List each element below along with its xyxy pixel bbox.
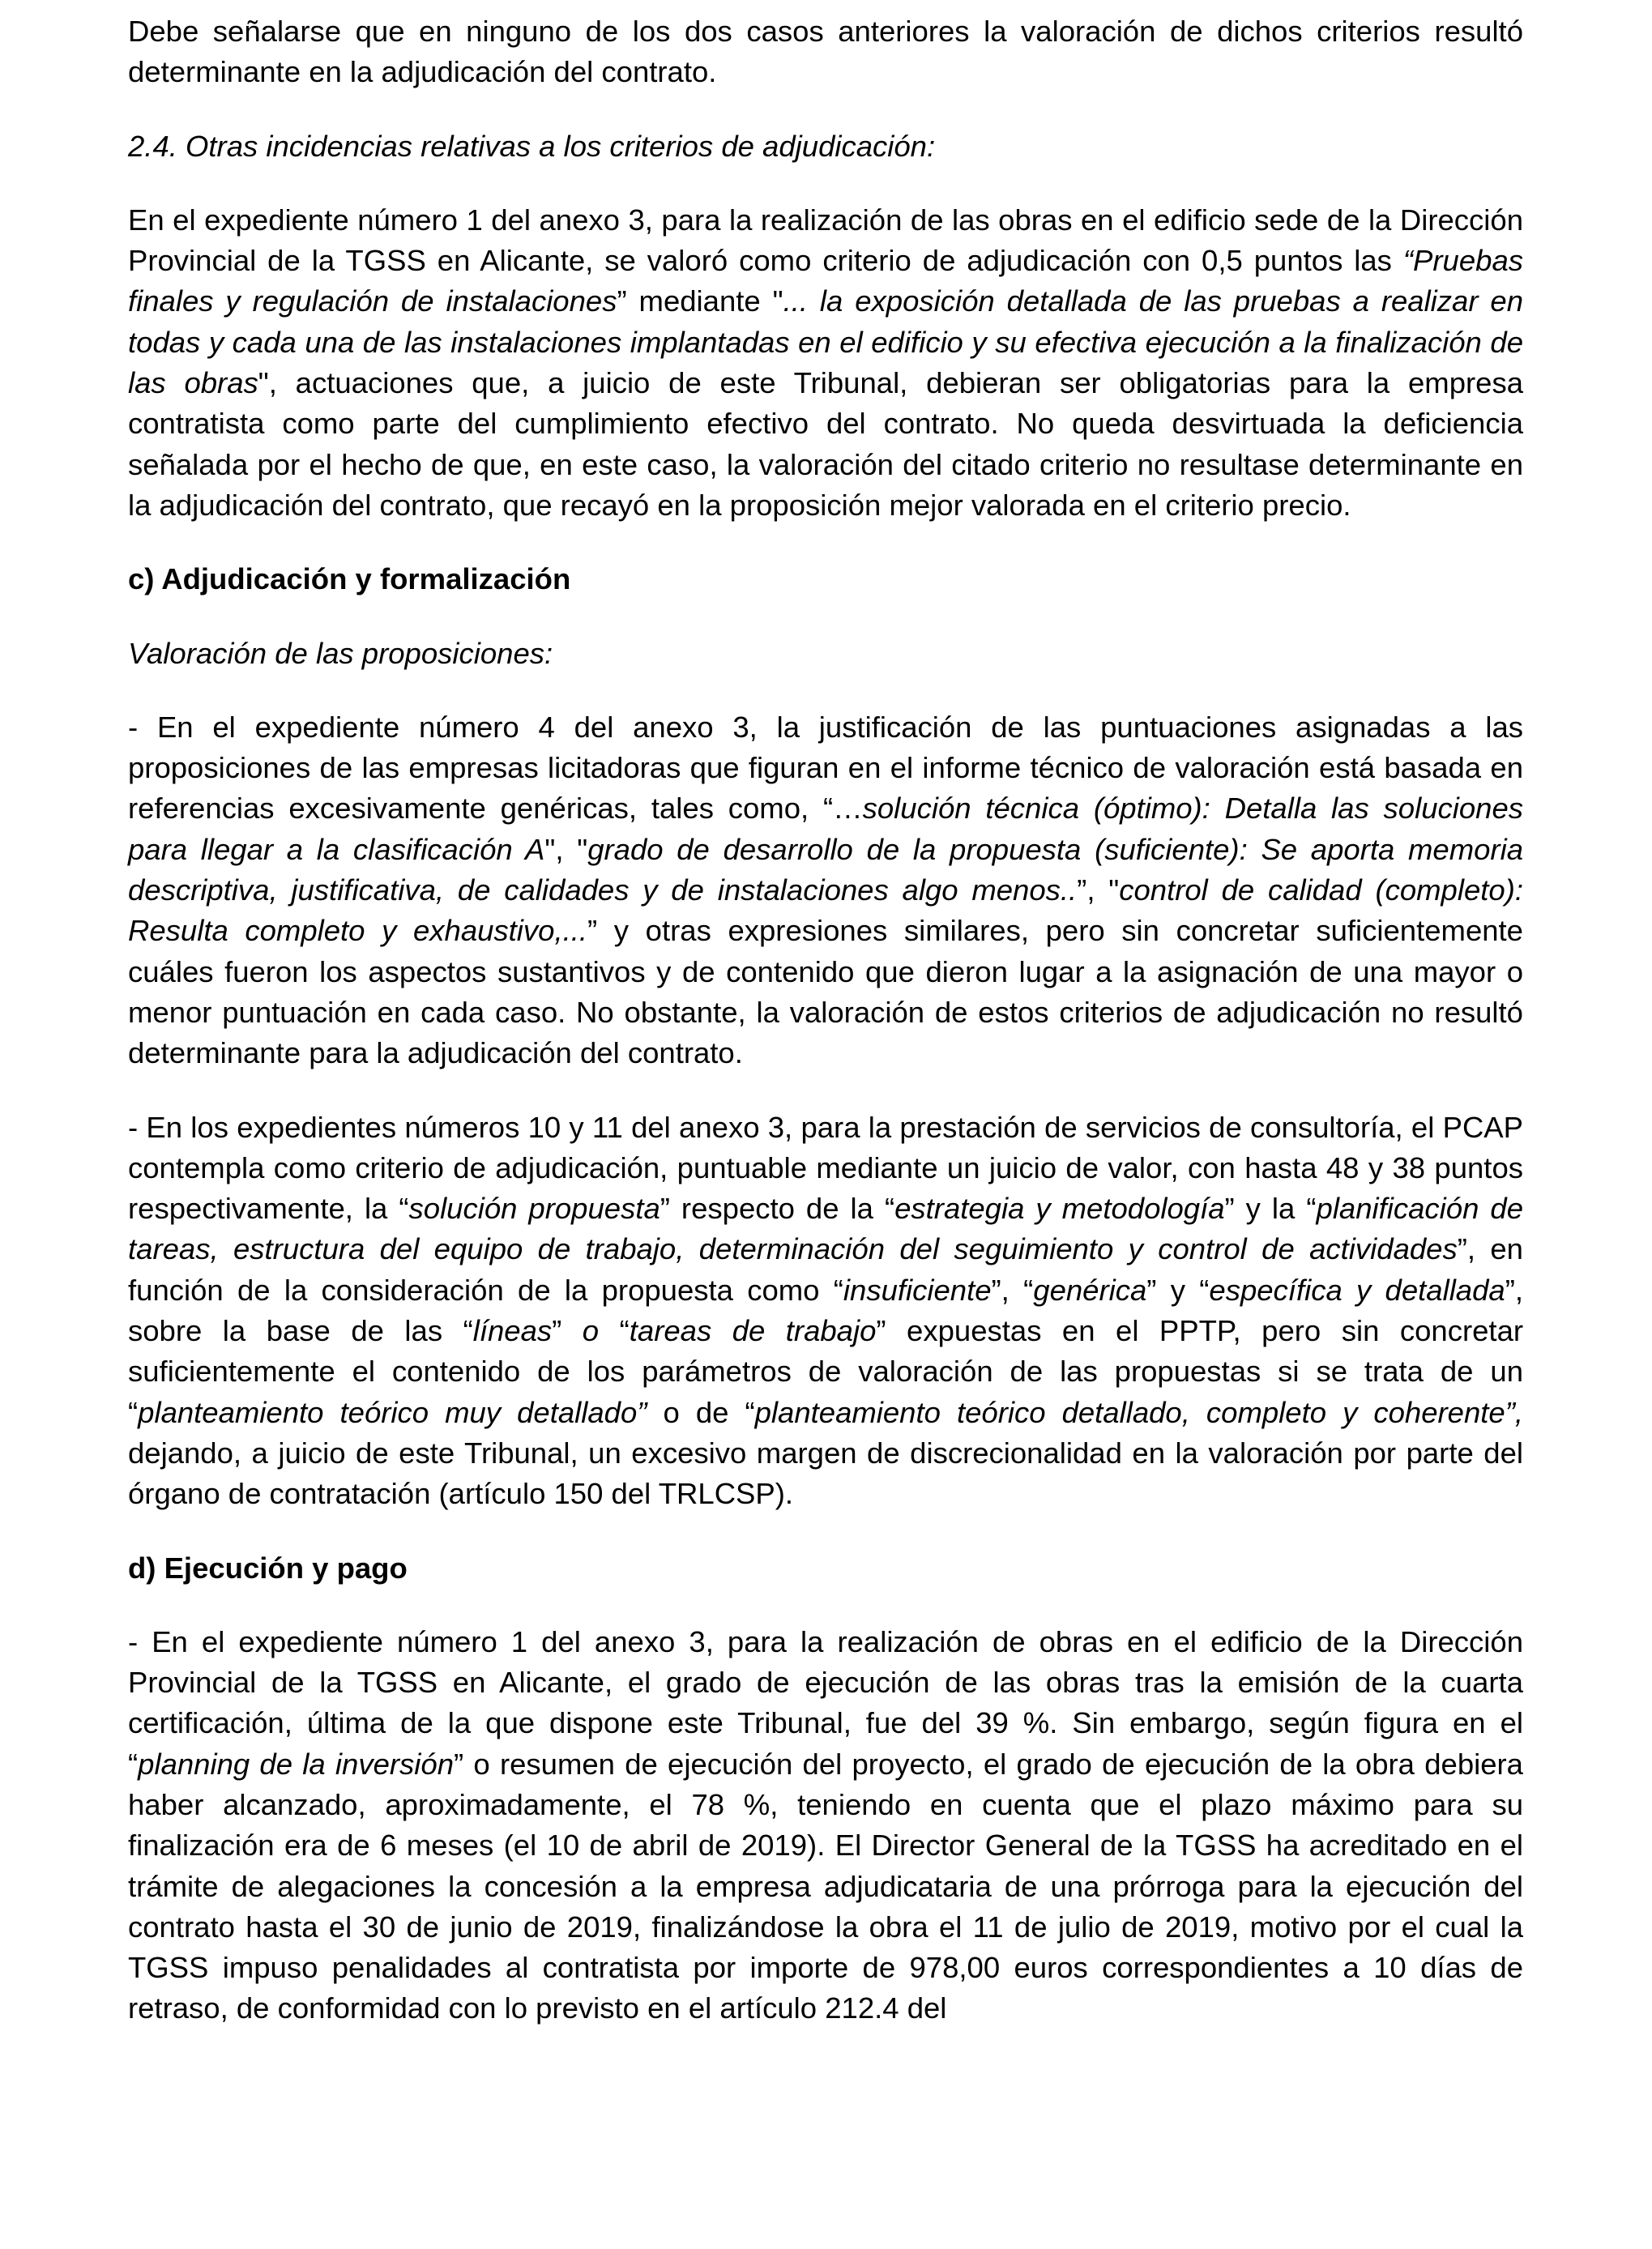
- text: ” y “: [1146, 1273, 1210, 1307]
- subheading-valoracion: [128, 634, 1523, 674]
- text: ”, “: [991, 1273, 1034, 1307]
- text: ” respecto de la “: [660, 1192, 895, 1226]
- text-italic: estrategia y metodología: [894, 1192, 1225, 1226]
- paragraph-expedientes-10-11: [128, 1107, 1523, 1515]
- text: - En el expediente número 1 del anexo 3, para la realización de obras en el edificio de la Dirección Provincial de la TGSS en Alicante, el grado de ejecución de las obras tras la emisión de la cuarta certificación, última de la que dispone este Tribunal, fue del 39 %. Sin embargo, según figura en el “: [128, 1624, 1523, 1781]
- text: ", actuaciones que, a juicio de este Tribunal, debieran ser obligatorias para la empresa contratista como parte del cumplimiento efectivo del contrato. No queda desvirtuada la deficiencia señalada por el hecho de que, en este caso, la valoración del citado criterio no resultase determinante en la adjudicación del contrato, que recayó en la proposición mejor valorada en el criterio precio.: [128, 366, 1523, 522]
- text-italic: solución propuesta: [408, 1192, 660, 1226]
- text: ” expuestas en el PPTP, pero sin concretar suficientemente el contenido de los parámetros de valoración de las propuestas si se trata de un “: [128, 1314, 1524, 1429]
- text-italic: planificación de tareas, estructura del equipo de trabajo, determinación del seguimiento y control de actividades: [128, 1192, 1523, 1266]
- text: - En los expedientes números 10 y 11 del anexo 3, para la prestación de servicios de consultoría, el PCAP contempla como criterio de adjudicación, puntuable mediante un juicio de valor, con hasta 48 y 38 puntos respectivamente, la “: [128, 1110, 1523, 1226]
- text: c) Adjudicación y formalización: [128, 562, 571, 596]
- text: d) Ejecución y pago: [128, 1551, 408, 1585]
- text: Debe señalarse que en ninguno de los dos casos anteriores la valoración de dichos criterios resultó determinante en la adjudicación del contrato.: [128, 15, 1523, 89]
- section-heading-d: [128, 1548, 1523, 1589]
- text-italic: grado de desarrollo de la propuesta (suficiente): Se aporta memoria descriptiva, justificativa, de calidades y de instalaciones algo menos..: [128, 832, 1523, 907]
- text: ", ": [544, 832, 588, 866]
- text: “: [599, 1314, 630, 1348]
- text: ”, ": [1077, 873, 1120, 907]
- text: 2.4. Otras incidencias relativas a los criterios de adjudicación:: [128, 129, 936, 163]
- document-page: [128, 11, 1523, 2063]
- text-italic: “Pruebas finales y regulación de instalaciones: [128, 244, 1523, 318]
- text: - En el expediente número 4 del anexo 3, la justificación de las puntuaciones asignadas a las proposiciones de las empresas licitadoras que figuran en el informe técnico de valoración está basada en referencias excesivamente genéricas, tales como, “…: [128, 710, 1523, 826]
- text-italic: planteamiento teórico detallado, completo y coherente”,: [754, 1395, 1523, 1429]
- text-italic: o: [582, 1314, 600, 1348]
- text-italic: solución técnica (óptimo): Detalla las soluciones para llegar a la clasificación A: [128, 792, 1523, 866]
- text-italic: planteamiento teórico muy detallado”: [138, 1395, 647, 1429]
- paragraph-expediente-4: [128, 707, 1523, 1074]
- text: Valoración de las proposiciones:: [128, 636, 553, 670]
- text-italic: planning de la inversión: [138, 1747, 454, 1781]
- text: ” mediante ": [617, 284, 783, 318]
- paragraph-expediente-1: [128, 1622, 1523, 2029]
- section-heading-c: [128, 559, 1523, 600]
- text-italic: tareas de trabajo: [629, 1314, 877, 1348]
- paragraph-intro: [128, 11, 1523, 93]
- text-italic: insuficiente: [843, 1273, 992, 1307]
- text-italic: ... la exposición detallada de las pruebas a realizar en todas y cada una de las instalaciones implantadas en el edificio y su efectiva ejecución a la finalización de las obras: [128, 284, 1524, 400]
- text: o de “: [647, 1395, 755, 1429]
- paragraph-2-4: [128, 200, 1523, 526]
- text-italic: genérica: [1033, 1273, 1147, 1307]
- text: ”: [552, 1314, 583, 1348]
- text: En el expediente número 1 del anexo 3, para la realización de las obras en el edificio sede de la Dirección Provincial de la TGSS en Alicante, se valoró como criterio de adjudicación con 0,5 puntos las: [128, 203, 1523, 278]
- text: ”, en función de la consideración de la propuesta como “: [128, 1232, 1523, 1307]
- text-italic: líneas: [472, 1314, 553, 1348]
- text: dejando, a juicio de este Tribunal, un excesivo margen de discrecionalidad en la valoración por parte del órgano de contratación (artículo 150 del TRLCSP).: [128, 1436, 1523, 1511]
- text-italic: específica y detallada: [1209, 1273, 1505, 1307]
- text-italic: control de calidad (completo): Resulta completo y exhaustivo,...: [128, 873, 1524, 948]
- text: ” o resumen de ejecución del proyecto, el grado de ejecución de la obra debiera haber alcanzado, aproximadamente, el 78 %, teniendo en cuenta que el plazo máximo para su finalización era de 6 meses (el 10 de abril de 2019). El Director General de la TGSS ha acreditado en el trámite de alegaciones la concesión a la empresa adjudicataria de una prórroga para la ejecución del contrato hasta el 30 de junio de 2019, finalizándose la obra el 11 de julio de 2019, motivo por el cual la TGSS impuso penalidades al contratista por importe de 978,00 euros correspondientes a 10 días de retraso, de conformidad con lo previsto en el artículo 212.4 del: [128, 1747, 1523, 2025]
- section-heading-2-4: [128, 126, 1523, 167]
- text: ”, sobre la base de las “: [128, 1273, 1524, 1348]
- text: ” y otras expresiones similares, pero sin concretar suficientemente cuáles fueron los aspectos sustantivos y de contenido que dieron lugar a la asignación de una mayor o menor puntuación en cada caso. No obstante, la valoración de estos criterios de adjudicación no resultó determinante para la adjudicación del contrato.: [128, 914, 1523, 1070]
- text: ” y la “: [1224, 1192, 1317, 1226]
